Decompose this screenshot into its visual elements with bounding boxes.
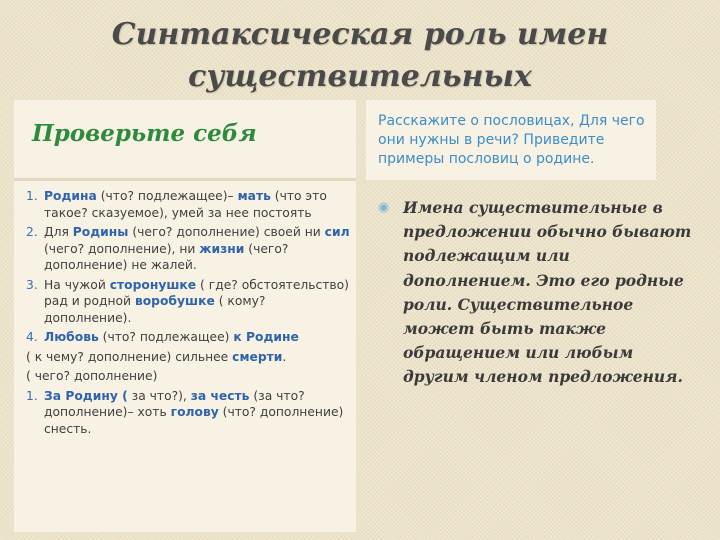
bullet-icon: ◉: [378, 200, 390, 215]
check-heading: Проверьте себя: [32, 120, 257, 147]
answer-number: 1.: [26, 388, 38, 403]
answer-item: [26, 329, 350, 346]
answer-text: Родина (что? подлежащее)– мать (что это такое? сказуемое), умей за нее постоять: [44, 189, 327, 220]
answer-text: Для Родины (чего? дополнение) своей ни сил (чего? дополнение), ни жизни (чего? дополнение) не жалей.: [44, 225, 350, 272]
answer-text: Любовь (что? подлежащее) к Родине: [44, 330, 299, 344]
answer-number: 3.: [26, 277, 38, 292]
answer-number: 2.: [26, 225, 38, 239]
answer-text: На чужой сторонушке ( где? обстоятельство) рад и родной воробушке ( кому? дополнение).: [44, 277, 349, 325]
answer-item: [26, 349, 350, 366]
answer-item: [26, 277, 350, 327]
slide-title: Синтаксическая роль имен существительных: [111, 17, 609, 94]
heading-divider: [14, 178, 356, 181]
answers-panel: [14, 100, 356, 532]
task-box: [366, 100, 656, 180]
answer-item: [26, 388, 350, 438]
answers-list: [26, 188, 350, 440]
answer-number: 4.: [26, 330, 38, 344]
answer-item: [26, 368, 350, 385]
task-prompt: Расскажите о пословицах, Для чего они нужны в речи? Приведите примеры пословиц о родине.: [378, 113, 645, 167]
answer-item: [26, 224, 350, 274]
answer-text: ( к чему? дополнение) сильнее смерти.: [26, 349, 287, 364]
answer-text: За Родину ( за что?), за честь (за что? дополнение)– хоть голову (что? дополнение) снесть.: [44, 388, 344, 436]
rule-text: Имена существительные в предложении обычно бывают подлежащим или дополнением. Это его родные роли. Существительное может быть также обращением или любым другим членом предложения.: [403, 198, 692, 387]
answer-number: 1.: [26, 189, 38, 203]
answer-item: [26, 188, 350, 221]
answer-text: ( чего? дополнение): [26, 369, 158, 383]
